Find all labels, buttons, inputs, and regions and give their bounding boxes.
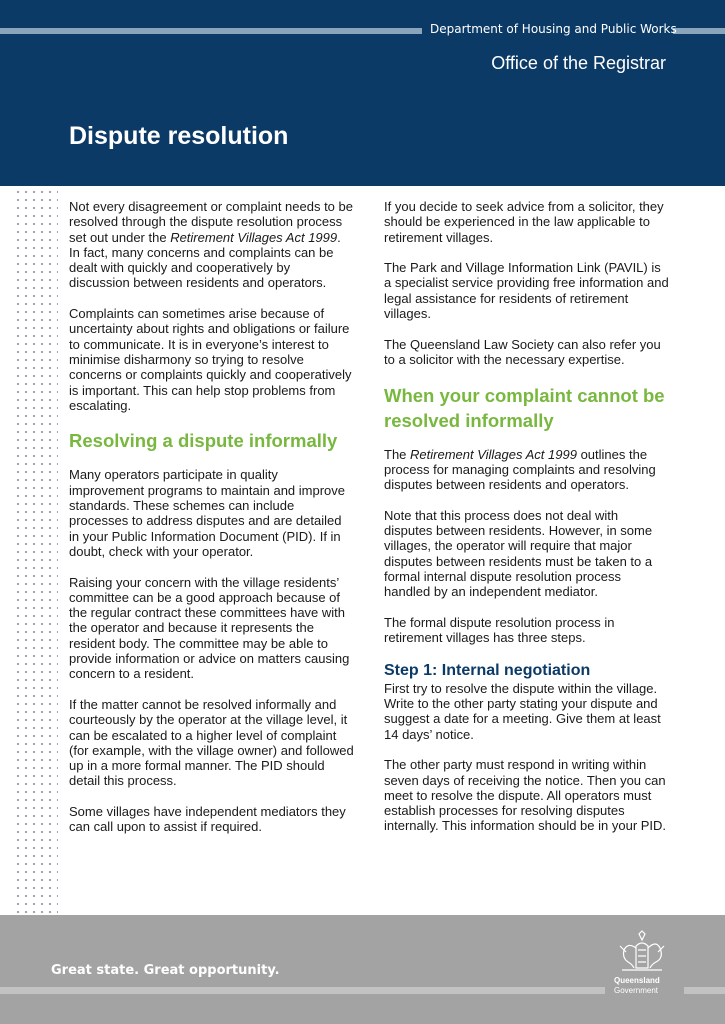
paragraph: The Retirement Villages Act 1999 outlines the process for managing complaints and resolving disputes between residents and operators. bbox=[384, 446, 656, 493]
paragraph: If the matter cannot be resolved informally and courteously by the operator at the village level, it can be escalated to a higher level of complaint (for example, with the village owner) and followed up in a more formal manner. The PID should detail this process. bbox=[69, 696, 354, 789]
paragraph: Some villages have independent mediators they can call upon to assist if required. bbox=[69, 803, 346, 835]
act-title: Retirement Villages Act 1999 bbox=[170, 229, 338, 245]
logo-name: Queensland bbox=[614, 976, 660, 985]
footer-tagline: Great state. Great opportunity. bbox=[51, 963, 280, 978]
paragraph: If you decide to seek advice from a solicitor, they should be experienced in the law applicable to retirement villages. bbox=[384, 199, 664, 245]
right-column bbox=[384, 199, 669, 834]
paragraph: The other party must respond in writing within seven days of receiving the notice. Then you can meet to resolve the dispute. All operators must establish processes for resolving disputes internally. This information should be in your PID. bbox=[384, 757, 667, 834]
footer-stripe bbox=[684, 987, 725, 994]
paragraph: Raising your concern with the village residents’ committee can be a good approach because of the regular contract these committees have with the operator and because it represents the resident body. The committee may be able to provide information or advice on matters causing concern to a resident. bbox=[69, 574, 350, 682]
paragraph: The formal dispute resolution process in retirement villages has three steps. bbox=[384, 614, 615, 646]
footer-stripe bbox=[0, 987, 605, 994]
dot-pattern-decoration bbox=[14, 188, 58, 914]
header-stripe bbox=[673, 28, 725, 34]
logo-subtitle: Government bbox=[614, 986, 659, 995]
section-heading: When your complaint cannot be resolved informally bbox=[384, 384, 665, 431]
paragraph: First try to resolve the dispute within the village. Write to the other party stating your dispute and suggest a date for a meeting. Give them at least 14 days’ notice. bbox=[384, 680, 661, 742]
paragraph: Note that this process does not deal with disputes between residents. However, in some villages, the operator will require that major disputes between residents must be taken to a formal internal dispute resolution process handled by an independent mediator. bbox=[384, 507, 653, 600]
paragraph: Many operators participate in quality improvement programs to maintain and improve standards. These schemes can include processes to address disputes and are detailed in your Public Information Document (PID). If in doubt, check with your operator. bbox=[69, 467, 346, 559]
section-heading: Resolving a dispute informally bbox=[69, 430, 338, 452]
paragraph: The Queensland Law Society can also refer you to a solicitor with the necessary expertise. bbox=[384, 336, 661, 367]
paragraph: Complaints can sometimes arise because of uncertainty about rights and obligations or failure to communicate. It is in everyone’s interest to minimise disharmony so trying to resolve concerns or complaints quickly and cooperatively is important. This can help stop problems from escalating. bbox=[69, 306, 352, 413]
act-title: Retirement Villages Act 1999 bbox=[410, 446, 577, 462]
queensland-crest-icon bbox=[614, 928, 670, 974]
header-stripe bbox=[0, 28, 422, 34]
office-name: Office of the Registrar bbox=[491, 53, 666, 73]
paragraph: The Park and Village Information Link (PAVIL) is a specialist service providing free information and legal assistance for residents of retirement villages. bbox=[384, 260, 669, 322]
step-heading: Step 1: Internal negotiation bbox=[384, 661, 591, 679]
paragraph: Not every disagreement or complaint needs to be resolved through the dispute resolution process set out under the Retirement Villages Act 1999. In fact, many concerns and complaints can be dealt with quickly and cooperatively by discussion between residents and operators. bbox=[69, 199, 353, 291]
department-name: Department of Housing and Public Works bbox=[430, 22, 677, 36]
page-header bbox=[0, 0, 725, 186]
left-column bbox=[69, 199, 354, 835]
page-title: Dispute resolution bbox=[69, 122, 289, 150]
